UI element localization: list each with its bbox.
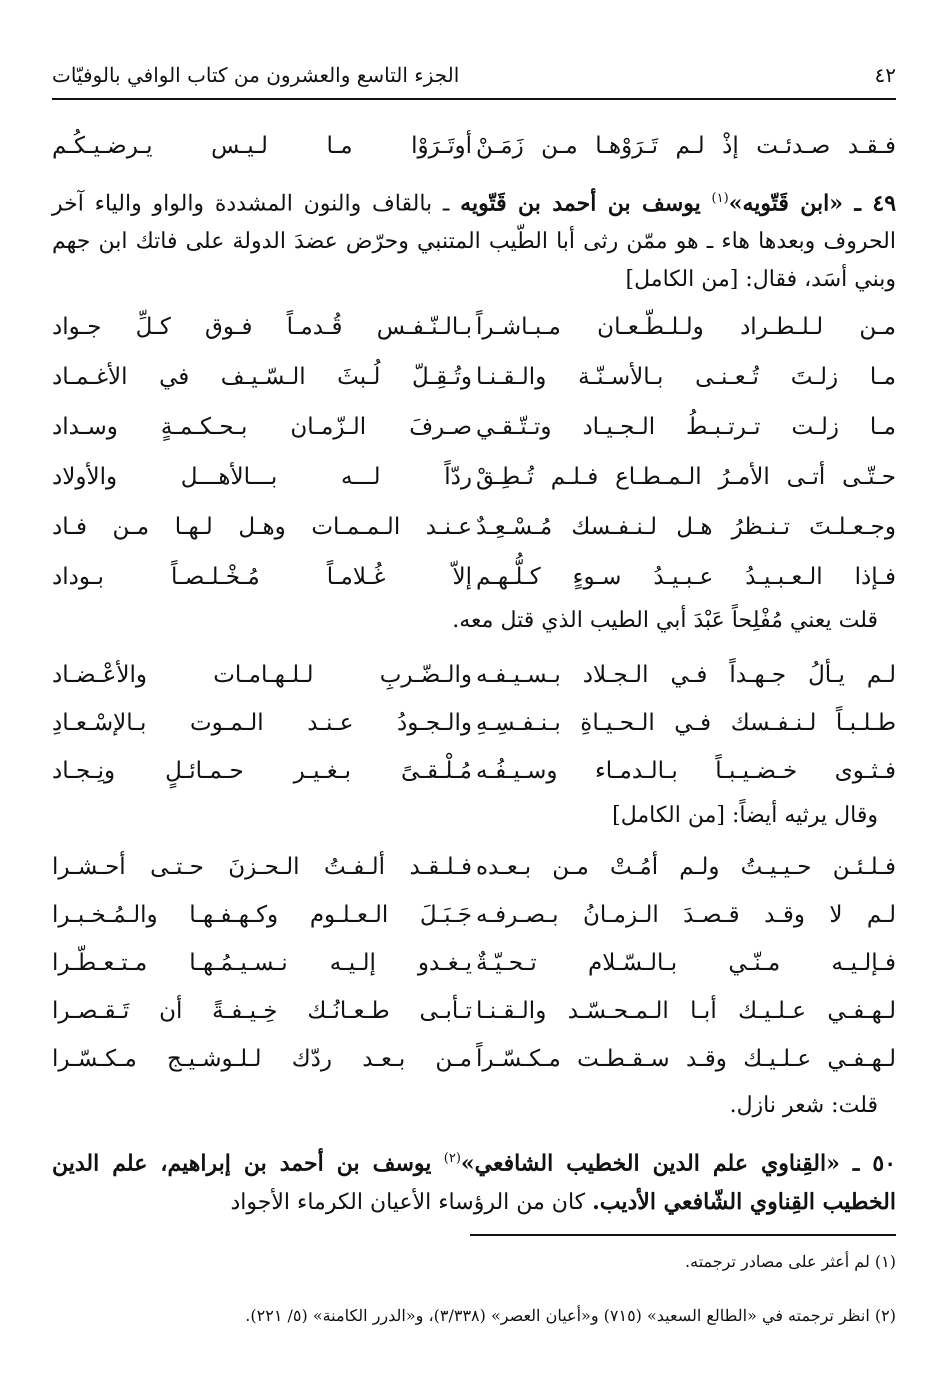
verse-second-hemistich: عـنـد الـمـمـات وهـل لـهـا مـن فـاد [52, 514, 472, 540]
verse-first-hemistich: فـإلـيـه مـنّـي بـالـسّـلام تـحـيّـةٌ [476, 950, 896, 976]
verse-line [52, 1039, 896, 1079]
entry-50-heading: ٥٠ ـ «القِناوي علم الدين الخطيب الشافعي» [460, 1150, 897, 1177]
running-header [52, 58, 896, 92]
footnote-mark-2: (٢) [443, 1151, 461, 1166]
entry-50-name: يوسف بن أحمد بن إبراهيم، علم الدين الخطيب القِناوي الشّافعي الأديب. [52, 1150, 896, 1216]
entry-49-heading: ٤٩ ـ «ابن قَتّويه» [728, 190, 897, 217]
verse-first-hemistich: طـلـبـاً لـنـفـسك فـي الـحـيـاةِ بـنـفـسِـهِ [476, 710, 896, 736]
verse-line [52, 751, 896, 791]
verse-first-hemistich: فـلـئـن حـيـيـتُ ولـم أمُـتْ مـن بـعـده [476, 854, 896, 880]
verse-second-hemistich: إلاّ غُـلامـاً مُـخْـلـصـاً بـوداد [52, 564, 472, 590]
verse-first-hemistich: مـن لـلـطـراد ولـلـطّـعـان مـبـاشـراً [476, 314, 896, 340]
verse-first-hemistich: لـم لا وقـد قـصـدَ الـزمـانُ بـصـرفـه [476, 902, 896, 928]
commentary-note: قلت: شعر نازل. [729, 1093, 878, 1118]
verse-second-hemistich: جَـبَـلَ الـعـلـوم وكـهـفـهـا والـمُـخـبـرا [52, 902, 472, 928]
verse-first-hemistich: لـهـفـي عـلـيـك أبـا الـمـحـسّـد والـقـنـا [476, 998, 896, 1024]
verse-second-hemistich: بـالـنّـفـس قُـدمـاً فـوق كـلِّ جـواد [52, 314, 472, 340]
commentary-note: وقال يرثيه أيضاً: [من الكامل] [612, 803, 878, 828]
verse-line [52, 847, 896, 887]
verse-line [52, 895, 896, 935]
entry-50 [52, 1140, 896, 1222]
verse-line [52, 126, 896, 166]
verse-first-hemistich: فـثـوى خـضـيـبـاً بـالـدمـاء وسـيـفُـه [476, 758, 896, 784]
verse-second-hemistich: وتُـقِـلّ لُـبثَ الـسّـيـف في الأغـمـاد [52, 364, 472, 390]
verse-line [52, 407, 896, 447]
verse-second-hemistich: أوتَـرَوْا مـا لـيـس يـرضـيـكُـم [52, 133, 472, 159]
verse-line [52, 943, 896, 983]
verse-second-hemistich: والـضّـربِ لـلـهـامـات والأعْـضـاد [52, 662, 472, 688]
verse-first-hemistich: لـم يـألُ جـهـداً فـي الـجـلاد بـسـيـفـه [476, 662, 896, 688]
verse-line [52, 655, 896, 695]
verse-first-hemistich: فـقـد صـدئـت إذْ لـم تَـرَوْهـا مـن زَمَـنْ [476, 133, 896, 159]
verse-first-hemistich: وجـعـلـتَ تـنـظرُ هـل لـنـفـسك مُـسْـعِـدٌ [476, 514, 896, 540]
verse-line [52, 703, 896, 743]
verse-second-hemistich: تـأبـى طـعـانُـك خِـيـفـةً أن تَـقـصـرا [52, 998, 472, 1024]
verse-second-hemistich: والـجـودُ عـنـد الـمـوت بـالإسْـعـادِ [52, 710, 472, 736]
verse-first-hemistich: مـا زلـت تـرتـبـطُ الـجـيـاد وتـتّـقـي [476, 414, 896, 440]
verse-line [52, 507, 896, 547]
footnote-2: (٢) انظر ترجمته في «الطالع السعيد» (٧١٥) و«أعيان العصر» (٣/٣٣٨)، و«الدرر الكامنة» (٥/ ٢٢١). [245, 1306, 896, 1325]
verse-line [52, 357, 896, 397]
verse-second-hemistich: يـغـدو إلـيـه نـسـيـمُـهـا مـتـعـطّـرا [52, 950, 472, 976]
verse-second-hemistich: مُـلْـقـىً بـغـيـر حـمـائـلٍ ونِـجـاد [52, 758, 472, 784]
verse-first-hemistich: فـإذا الـعـبـيـدُ عـبـيـدُ سـوءٍ كـلُّـهـم [476, 564, 896, 590]
commentary-note: قلت يعني مُفْلِحاً عَبْدَ أبي الطيب الذي قتل معه. [452, 608, 878, 633]
entry-49-text: ـ بالقاف والنون المشددة والواو والياء آخر الحروف وبعدها هاء ـ هو ممّن رثى أبا الطّيب المتنبي وحرّض عضدَ الدولة على فاتك ابن جهم وبني أسَد، فقال: [من الكامل] [52, 191, 896, 293]
verse-first-hemistich: لـهـفـي عـلـيـك وقـد سـقـطـت مـكـسّـراً [476, 1046, 896, 1072]
entry-50-text: كان من الرؤساء الأعيان الكرماء الأجواد [230, 1190, 593, 1216]
footnote-rule [470, 1234, 896, 1236]
entry-49 [52, 180, 896, 299]
footnote-mark-1: (١) [711, 191, 729, 206]
page-number: ٤٢ [874, 63, 896, 87]
verse-second-hemistich: فـلـقـد ألـفـتُ الـحـزنَ حـتـى أحـشـرا [52, 854, 472, 880]
verse-line [52, 557, 896, 597]
header-rule [52, 98, 896, 100]
entry-49-name: يوسف بن أحمد بن قَتّويه [460, 190, 701, 217]
verse-line [52, 307, 896, 347]
verse-first-hemistich: حـتّـى أتـى الأمـرُ الـمـطـاع فـلـم تُـطِـقْ [476, 464, 896, 490]
verse-line [52, 457, 896, 497]
verse-first-hemistich: مـا زلـتَ تُـعـنـى بـالأسـنّـة والـقـنـا [476, 364, 896, 390]
verse-line [52, 991, 896, 1031]
footnote-1: (١) لم أعثر على مصادر ترجمته. [685, 1252, 896, 1271]
verse-second-hemistich: صـرفَ الـزّمـان بـحـكـمـةٍ وسـداد [52, 414, 472, 440]
verse-second-hemistich: مـن بـعـد ردّك لـلـوشـيـج مـكـسّـرا [52, 1046, 472, 1072]
verse-second-hemistich: ردّاً لـــه بـــالأهـــل والأولاد [52, 464, 472, 490]
running-title: الجزء التاسع والعشرون من كتاب الوافي بالوفيّات [52, 63, 460, 87]
